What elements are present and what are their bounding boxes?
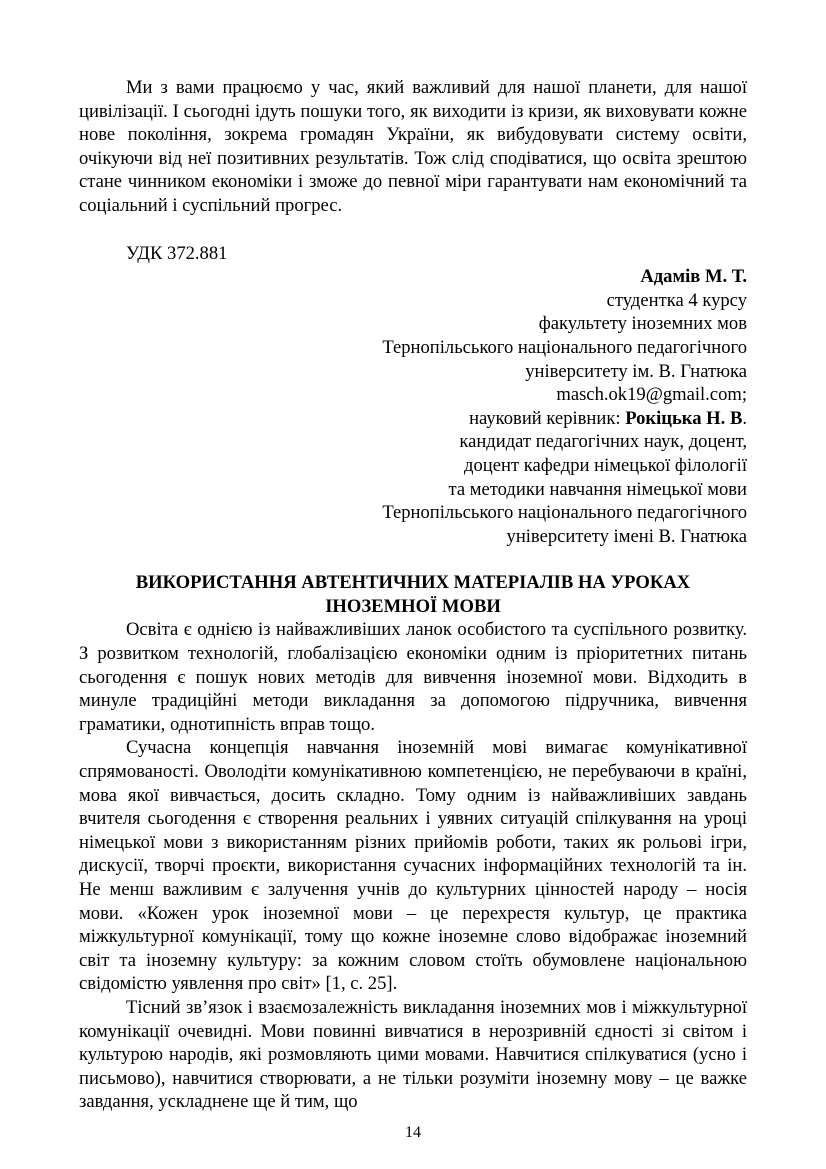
supervisor-detail: кандидат педагогічних наук, доцент, <box>459 431 747 453</box>
intro-paragraph: Ми з вами працюємо у час, який важливий для нашої планети, для нашої цивілізації. І сьогодні ідуть пошуки того, як виходити із кризи, як виховувати кожне нове покоління, зокрема громадян України, як вибудовувати систему освіти, очікуючи від неї позитивних результатів. Тож слід сподіватися, що освіта зрештою стане чинником економіки і зможе до певної міри гарантувати нам економічний та соціальний і суспільний прогрес. <box>79 77 747 216</box>
document-page <box>79 76 747 1114</box>
supervisor-prefix: науковий керівник: <box>469 407 626 429</box>
article-title-line: ВИКОРИСТАННЯ АВТЕНТИЧНИХ МАТЕРІАЛІВ НА УРОКАХ <box>135 572 691 594</box>
supervisor-detail: Тернопільського національного педагогічного <box>382 502 747 524</box>
supervisor-detail: університету імені В. Гнатюка <box>506 525 747 547</box>
body-paragraph: Тісний зв’язок і взаємозалежність викладання іноземних мов і міжкультурної комунікації очевидні. Мови повинні вивчатися в нерозривній єдності зі світом і культурою народів, які розмовляють цими мовами. Навчитися спілкуватися (усно і письмово), навчитися створювати, а не тільки розуміти іноземну мову – це важке завдання, ускладнене ще й тим, що <box>79 996 747 1113</box>
author-line: факультету іноземних мов <box>538 313 747 335</box>
author-line: університету ім. В. Гнатюка <box>525 360 747 382</box>
article-title <box>79 571 747 618</box>
supervisor-detail: та методики навчання німецької мови <box>448 478 747 500</box>
supervisor-line <box>79 407 747 431</box>
page-number: 14 <box>405 1124 421 1141</box>
article-title-line: ІНОЗЕМНОЇ МОВИ <box>325 595 501 617</box>
udc-code: УДК 372.881 <box>126 242 228 264</box>
author-email: masch.ok19@gmail.com; <box>556 384 747 406</box>
supervisor-detail: доцент кафедри німецької філології <box>464 454 747 476</box>
author-line: студентка 4 курсу <box>606 289 747 311</box>
supervisor-suffix: . <box>742 407 747 429</box>
body-paragraph: Освіта є однією із найважливіших ланок особистого та суспільного розвитку. З розвитком технологій, глобалізацією економіки одним із пріоритетних питань сьогодення є пошук нових методів для вивчення іноземної мови. Відходить в минуле традиційні методи викладання за допомогою підручника, вивчення граматики, однотипність вправ тощо. <box>79 619 747 735</box>
author-line: Тернопільського національного педагогічного <box>382 336 747 358</box>
author-block <box>79 265 747 548</box>
author-name: Адамів М. Т. <box>640 266 747 288</box>
supervisor-name: Рокіцька Н. В <box>625 407 743 429</box>
body-paragraph: Сучасна концепція навчання іноземній мові вимагає комунікативної спрямованості. Оволодіти комунікативною компетенцією, не перебуваючи в країні, мова якої вивчається, досить складно. Тому одним із найважливіших завдань вчителя сьогодення є створення реальних і уявних ситуацій спілкування на уроці німецької мови з використанням різних прийомів роботи, таких як рольові ігри, дискусії, творчі проєкти, використання сучасних інформаційних технологій та ін. Не менш важливим є залучення учнів до культурних цінностей народу – носія мови. «Кожен урок іноземної мови – це перехрестя культур, це практика міжкультурної комунікації, тому що кожне іноземне слово відображає іноземний світ та іноземну культуру: за кожним словом стоїть обумовлене національною свідомістю уявлення про світ» [1, с. 25]. <box>79 737 747 995</box>
